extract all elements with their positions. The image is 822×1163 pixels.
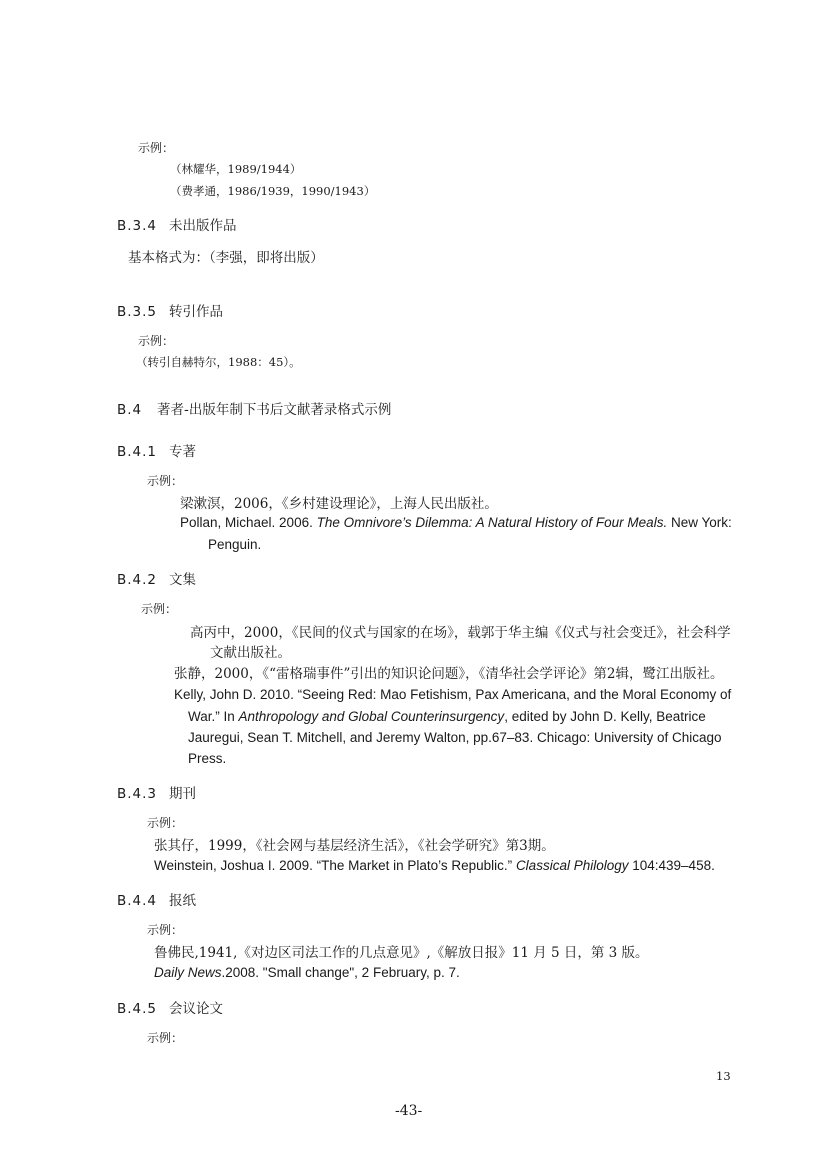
section-title: 未出版作品 <box>169 218 237 234</box>
section-title: 文集 <box>169 572 196 588</box>
section-number: B.4.5 <box>117 1001 158 1017</box>
reference-entry-continuation: Penguin. <box>208 537 262 552</box>
reference-entry: Pollan, Michael. 2006. The Omnivore’s Dilemma: A Natural History of Four Meals. New York: <box>180 515 732 530</box>
section-number: B.4.1 <box>117 444 158 460</box>
section-title: 期刊 <box>169 786 196 802</box>
example-label: 示例： <box>147 816 184 830</box>
section-number: B.4 <box>117 402 143 418</box>
citation-example: （费孝通，1986/1939，1990/1943） <box>170 184 376 198</box>
section-number: B.3.4 <box>117 218 158 234</box>
section-title: 专著 <box>169 444 196 460</box>
section-heading-b34 <box>117 214 237 234</box>
section-number: B.4.3 <box>117 786 158 802</box>
reference-entry: Daily News.2008. "Small change", 2 February, p. 7. <box>154 965 460 980</box>
section-title: 会议论文 <box>169 1001 223 1017</box>
reference-entry-continuation: Press. <box>188 751 227 766</box>
citation-example: （转引自赫特尔，1988：45）。 <box>136 355 301 369</box>
reference-entry: 鲁佛民,1941,《对边区司法工作的几点意见》,《解放日报》11 月 5 日，第 3 版。 <box>154 945 649 961</box>
section-heading-b42 <box>117 568 196 588</box>
example-label: 示例： <box>147 1031 184 1045</box>
section-heading-b45 <box>117 997 223 1017</box>
section-title: 著者-出版年制下书后文献著录格式示例 <box>157 402 392 418</box>
section-heading-b43 <box>117 782 196 802</box>
section-heading-b41 <box>117 440 196 460</box>
section-heading-b35 <box>117 300 223 320</box>
section-title: 转引作品 <box>169 304 223 320</box>
reference-entry: Weinstein, Joshua I. 2009. “The Market in Plato’s Republic.” Classical Philology 104:439–458. <box>154 858 715 873</box>
section-heading-b44 <box>117 889 196 909</box>
section-title: 报纸 <box>169 893 196 909</box>
example-label: 示例： <box>138 334 175 348</box>
page-number: 13 <box>716 1069 731 1083</box>
example-label: 示例： <box>141 602 178 616</box>
example-label: 示例： <box>147 923 184 937</box>
reference-entry-continuation: 文献出版社。 <box>210 645 291 661</box>
reference-entry: 高丙中，2000，《民间的仪式与国家的在场》，载郭于华主编《仪式与社会变迁》，社会科学 <box>190 625 731 641</box>
reference-entry: 张静，2000，《“雷格瑞事件”引出的知识论问题》，《清华社会学评论》第2辑，鹭江出版社。 <box>174 666 724 682</box>
reference-entry-continuation: War.” In Anthropology and Global Counterinsurgency, edited by John D. Kelly, Beatrice <box>188 709 706 724</box>
page-marker: -43- <box>395 1103 423 1119</box>
example-label: 示例： <box>147 474 184 488</box>
section-number: B.4.4 <box>117 893 158 909</box>
reference-entry-continuation: Jauregui, Sean T. Mitchell, and Jeremy Walton, pp.67–83. Chicago: University of Chicago <box>188 730 722 745</box>
citation-example: （林耀华，1989/1944） <box>170 162 302 176</box>
reference-entry: 梁漱溟，2006，《乡村建设理论》，上海人民出版社。 <box>180 496 498 512</box>
example-label: 示例： <box>138 141 175 155</box>
section-number: B.4.2 <box>117 572 158 588</box>
section-heading-b4 <box>117 398 391 418</box>
format-description: 基本格式为：（李强，即将出版） <box>128 250 324 266</box>
reference-entry: 张其仔，1999，《社会网与基层经济生活》，《社会学研究》第3期。 <box>154 838 555 854</box>
reference-entry: Kelly, John D. 2010. “Seeing Red: Mao Fetishism, Pax Americana, and the Moral Economy of <box>174 687 732 702</box>
section-number: B.3.5 <box>117 304 158 320</box>
